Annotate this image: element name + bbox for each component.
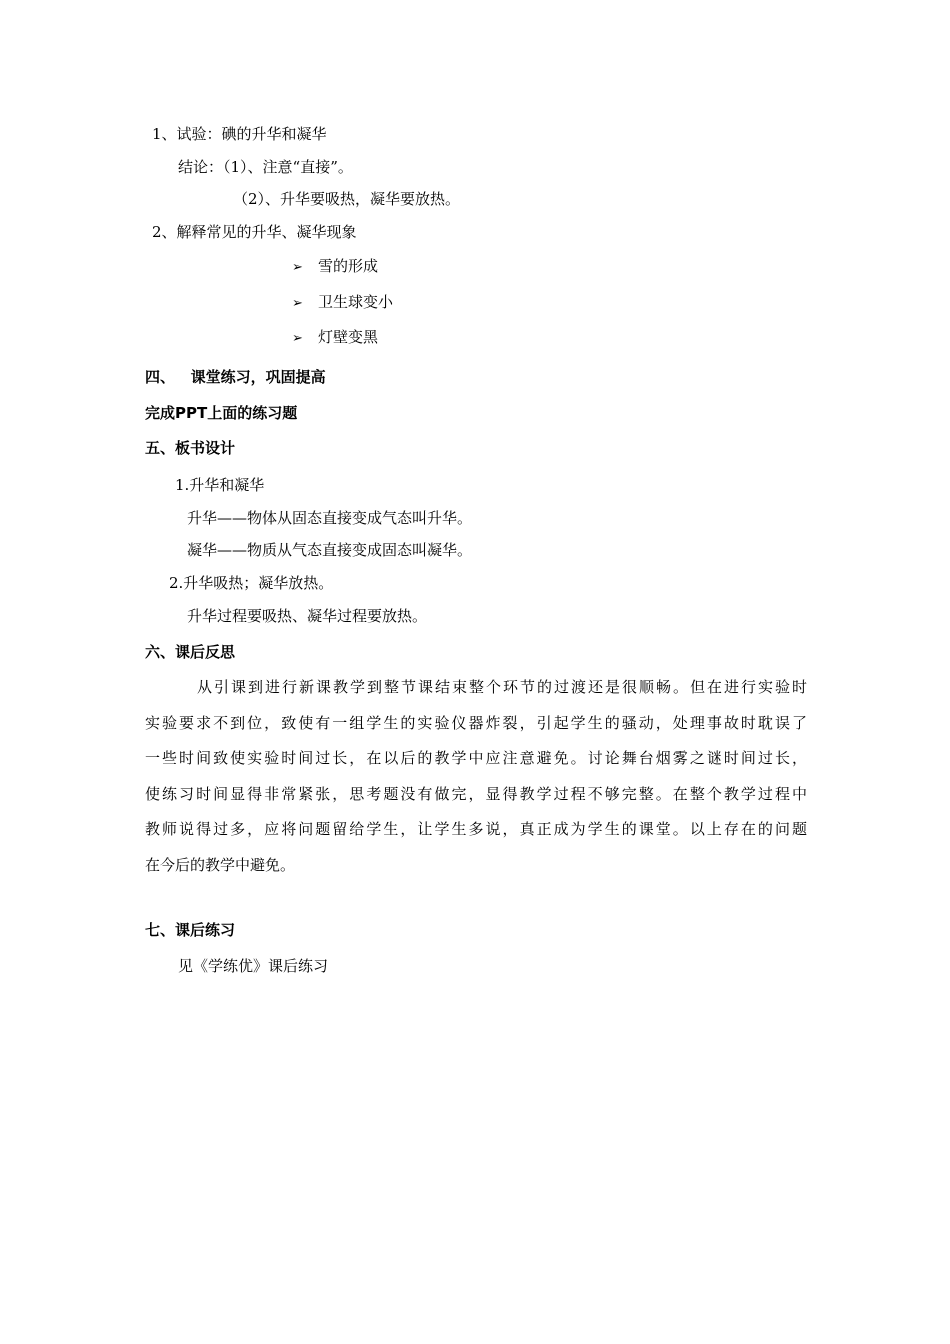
conclusion-2: （2）、升华要吸热，凝华要放热。	[233, 190, 461, 208]
bullet-text: 雪的形成	[318, 257, 379, 275]
bullet-item	[292, 327, 378, 349]
ppt-exercise: 完成PPT上面的练习题	[145, 404, 298, 422]
section-heading-7: 七、课后练习	[145, 921, 236, 939]
explain-item: 2、解释常见的升华、凝华现象	[152, 223, 357, 241]
reflection-line: 实验要求不到位，致使有一组学生的实验仪器炸裂，引起学生的骚动，处理事故时耽误了	[145, 713, 807, 732]
board-definition-sublimation: 升华——物体从固态直接变成气态叫升华。	[187, 509, 473, 527]
board-item-1: 1.升华和凝华	[175, 476, 265, 494]
reflection-line: 使练习时间显得非常紧张，思考题没有做完，显得教学过程不够完整。在整个教学过程中	[145, 784, 807, 803]
bullet-item	[292, 292, 393, 314]
arrow-bullet-icon: ➢	[292, 331, 303, 346]
board-heat-note: 升华过程要吸热、凝华过程要放热。	[187, 607, 428, 625]
section-heading-4: 四、 课堂练习，巩固提高	[145, 368, 326, 386]
arrow-bullet-icon: ➢	[292, 260, 303, 275]
reflection-paragraph	[145, 670, 807, 883]
reflection-line: 教师说得过多，应将问题留给学生，让学生多说，真正成为学生的课堂。以上存在的问题	[145, 820, 807, 838]
arrow-bullet-icon: ➢	[292, 296, 303, 311]
reflection-line: 从引课到进行新课教学到整节课结束整个环节的过渡还是很顺畅。但在进行实验时	[197, 678, 807, 696]
homework-note: 见《学练优》课后练习	[178, 957, 329, 975]
board-definition-deposition: 凝华——物质从气态直接变成固态叫凝华。	[187, 541, 473, 559]
section-heading-6: 六、课后反思	[145, 643, 236, 661]
section-heading-5: 五、板书设计	[145, 439, 236, 457]
reflection-line: 在今后的教学中避免。	[145, 855, 296, 874]
conclusion-1: 结论：（1）、注意“直接”。	[178, 158, 353, 176]
board-item-2: 2.升华吸热；凝华放热。	[169, 574, 334, 592]
bullet-text: 灯壁变黑	[318, 328, 379, 346]
reflection-line: 一些时间致使实验时间过长，在以后的教学中应注意避免。讨论舞台烟雾之谜时间过长，	[145, 749, 807, 767]
bullet-item	[292, 256, 378, 278]
bullet-text: 卫生球变小	[318, 293, 394, 311]
experiment-item: 1、试验：碘的升华和凝华	[152, 125, 327, 143]
